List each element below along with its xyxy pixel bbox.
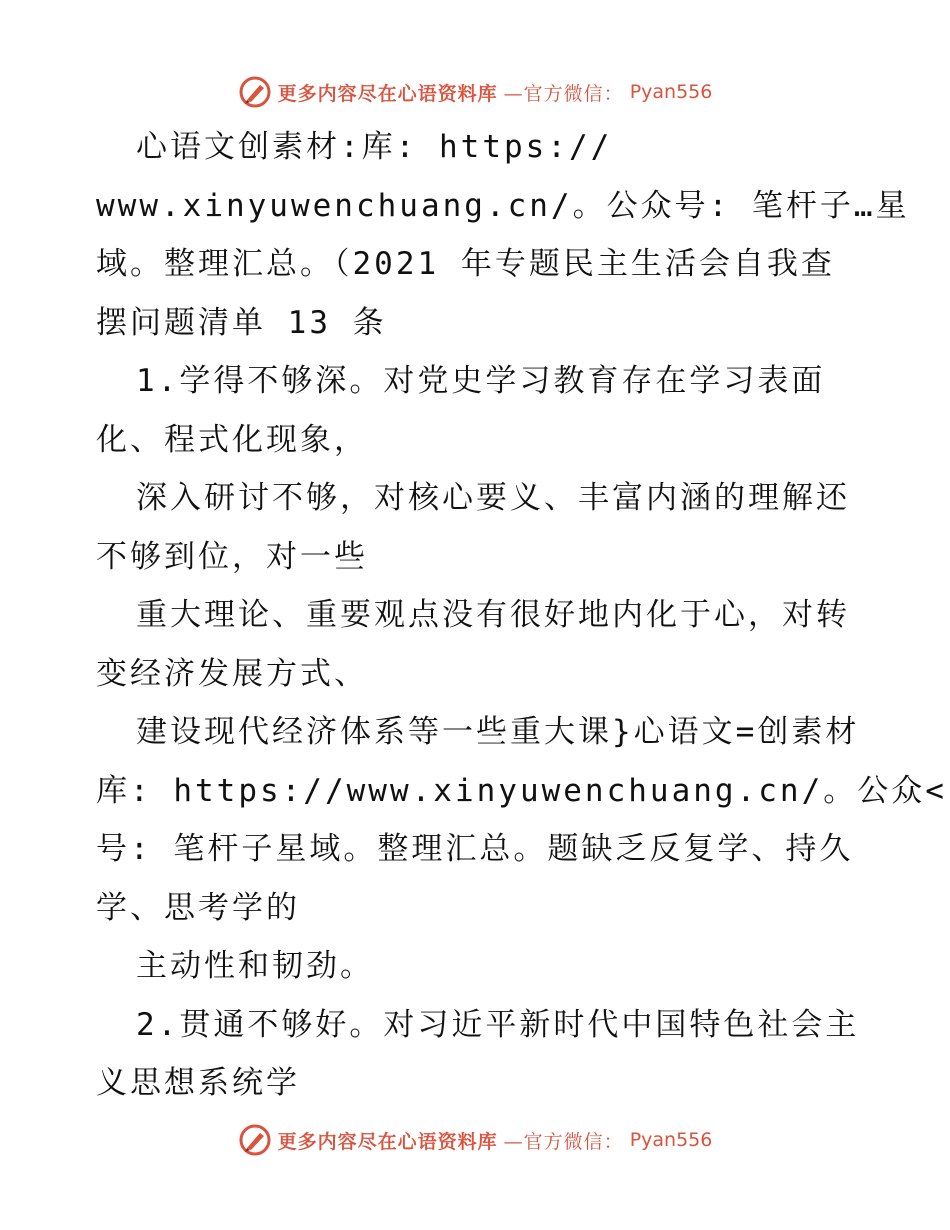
text-line: 2.贯通不够好。对习近平新时代中国特色社会主 (136, 1006, 860, 1043)
banner-wechat-id: Pyan556 (629, 81, 713, 103)
text-line: 1.学得不够深。对党史学习教育存在学习表面 (136, 363, 826, 399)
text-line: 主动性和韧劲。 (136, 948, 374, 984)
text-line: 建设现代经济体系等一些重大课}心语文=创素材 (136, 714, 860, 750)
text-line: 重大理论、重要观点没有很好地内化于心，对转 (136, 597, 850, 633)
pen-logo-icon (238, 1123, 272, 1157)
text-line: 变经济发展方式、 (96, 655, 368, 692)
banner-sub-text: —官方微信： (503, 1130, 624, 1153)
text-line: 心语文创素材:库: https:// (136, 129, 613, 165)
text-line: 深入研讨不够，对核心要义、丰富内涵的理解还 (136, 480, 850, 516)
text-line: 号: 笔杆子星域。整理汇总。题缺乏反复学、持久 (96, 831, 854, 867)
text-line: 库: https://www.xinyuwenchuang.cn/。公众< (96, 772, 947, 809)
text-line: 化、程式化现象， (96, 421, 368, 458)
banner-main-text: 更多内容尽在心语资料库 (277, 82, 498, 105)
text-line: www.xinyuwenchuang.cn/。公众号: 笔杆子…星 (96, 187, 910, 224)
banner-wechat-id: Pyan556 (629, 1129, 713, 1151)
text-line: 不够到位，对一些 (96, 538, 368, 575)
text-line: 义思想系统学 (96, 1065, 300, 1101)
banner-sub-text: —官方微信： (503, 82, 624, 105)
pen-logo-icon (238, 75, 272, 109)
banner-main-text: 更多内容尽在心语资料库 (277, 1130, 498, 1153)
text-line: 学、思考学的 (96, 889, 300, 926)
footer-watermark-banner (0, 1120, 950, 1160)
document-body (96, 118, 947, 1113)
header-watermark-banner (0, 72, 950, 112)
text-line: 域。整理汇总。（2021 年专题民主生活会自我查 (96, 246, 835, 282)
text-line: 摆问题清单 13 条 (96, 304, 387, 341)
